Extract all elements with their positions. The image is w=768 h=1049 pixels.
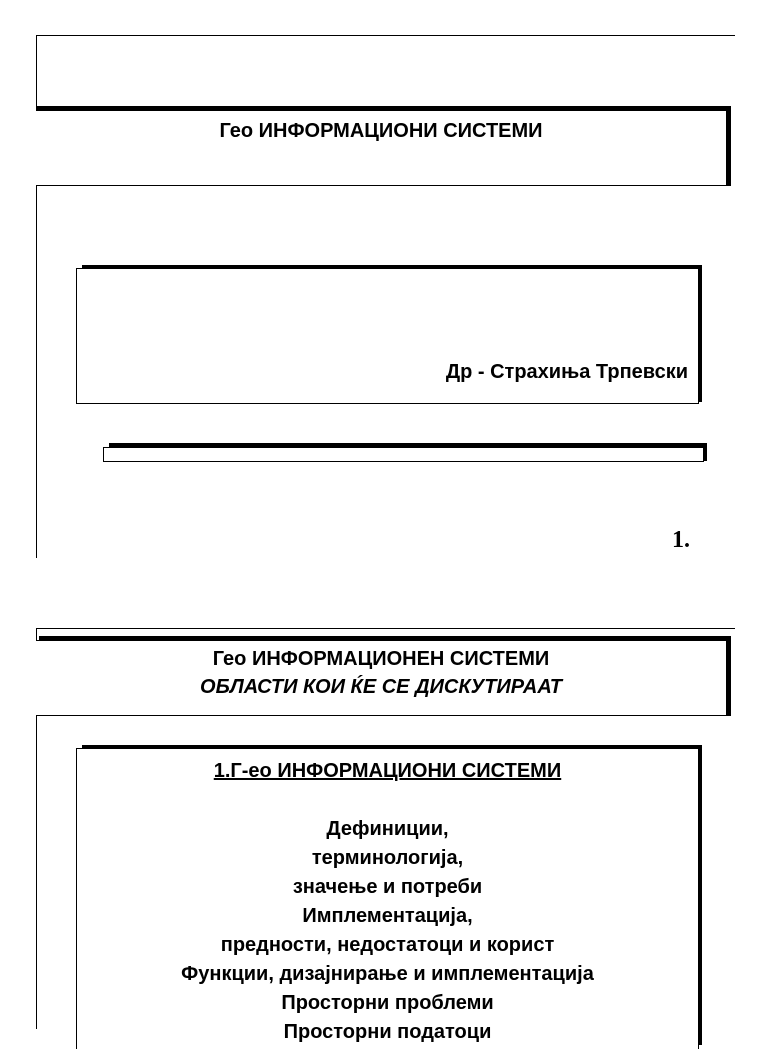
topic-item: предности, недостатоци и корист [220, 934, 555, 956]
slide-2 [36, 628, 735, 1043]
topic-item: терминологија, [311, 847, 464, 869]
topic-item: Имплементација, [302, 905, 473, 927]
topic-item: Просторни проблеми [281, 992, 494, 1014]
title-box [36, 110, 727, 186]
topic-item: значење и потреби [292, 876, 483, 898]
author-box [76, 268, 699, 404]
section-heading: 1.Г-ео ИНФОРМАЦИОНИ СИСТЕМИ [213, 760, 562, 782]
topic-item: Просторни податоци [283, 1021, 492, 1043]
content-box [76, 748, 699, 1049]
topic-item: Функции, дизајнирање и имплементација [181, 963, 594, 985]
slide-2-subtitle: ОБЛАСТИ КОИ ЌЕ СЕ ДИСКУТИРААТ [200, 676, 562, 698]
slide-1 [36, 35, 735, 558]
author-name: Др - Страхиња Трпевски [445, 361, 688, 383]
title-box-2 [36, 640, 727, 716]
decorative-bar [103, 447, 704, 462]
title-box-2-shadow-right [727, 636, 731, 716]
slide-2-title: Гео ИНФОРМАЦИОНЕН СИСТЕМИ [212, 648, 550, 670]
topics-list [77, 757, 698, 1047]
title-box-shadow-right [727, 106, 731, 186]
page-number: 1. [672, 527, 690, 553]
slide-1-title: Гео ИНФОРМАЦИОНИ СИСТЕМИ [219, 120, 543, 142]
topic-item: Дефиниции, [326, 818, 449, 840]
